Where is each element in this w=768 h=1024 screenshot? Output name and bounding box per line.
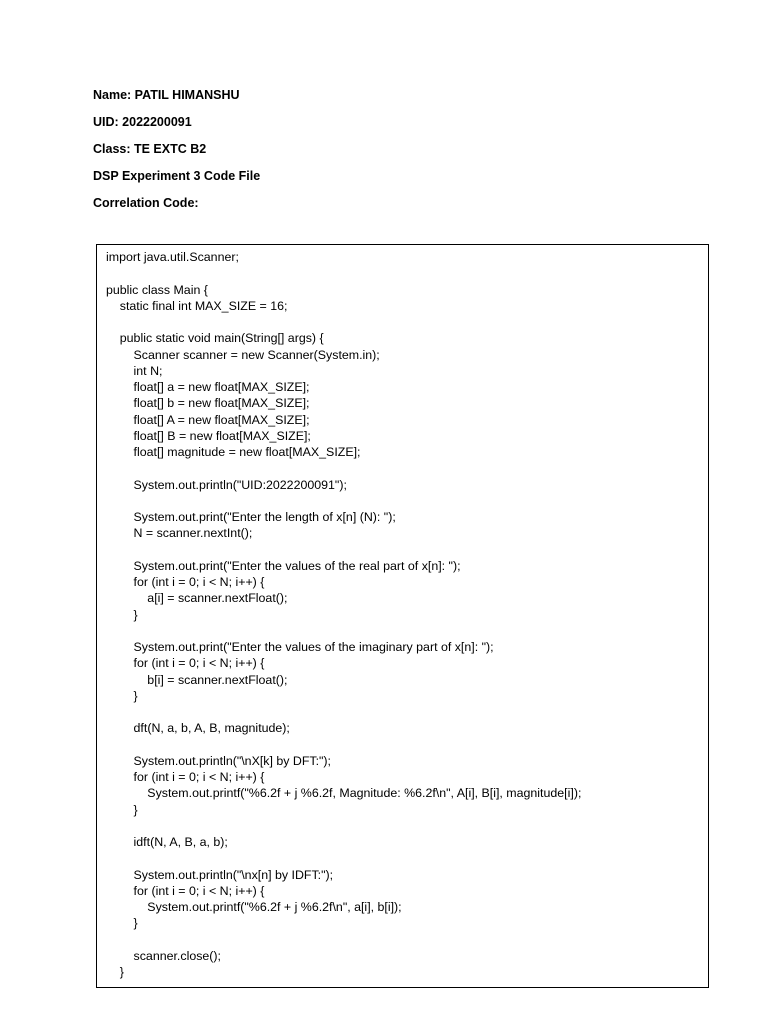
code-line: import java.util.Scanner;	[106, 250, 239, 264]
code-line	[106, 818, 704, 834]
code-line	[106, 932, 704, 948]
code-line: }	[106, 916, 138, 931]
code-line: float[] b = new float[MAX_SIZE];	[106, 396, 310, 411]
code-line: idft(N, A, B, a, b);	[106, 835, 228, 849]
code-line: public class Main {	[106, 282, 208, 297]
code-line: N = scanner.nextInt();	[106, 526, 253, 541]
code-line: float[] B = new float[MAX_SIZE];	[106, 428, 311, 443]
code-line: System.out.print("Enter the values of the imaginary part of x[n]: ");	[106, 640, 494, 654]
code-line: }	[106, 802, 138, 817]
code-line: System.out.print("Enter the length of x[n] (N): ");	[106, 510, 396, 524]
code-line: a[i] = scanner.nextFloat();	[106, 591, 288, 606]
code-listing-box	[96, 244, 709, 988]
code-line: public static void main(String[] args) {	[106, 331, 324, 346]
student-class: Class: TE EXTC B2	[93, 142, 207, 156]
code-line: System.out.println("\nx[n] by IDFT:");	[106, 867, 334, 882]
code-line	[106, 493, 704, 509]
code-line	[106, 265, 704, 281]
code-line	[106, 314, 704, 330]
code-line: }	[106, 607, 138, 622]
code-line: dft(N, a, b, A, B, magnitude);	[106, 721, 290, 736]
code-listing	[106, 249, 704, 980]
code-line	[106, 850, 704, 866]
student-name: Name: PATIL HIMANSHU	[93, 88, 240, 102]
code-line: System.out.println("UID:2022200091");	[106, 477, 347, 492]
code-line: }	[106, 688, 138, 703]
code-line: int N;	[106, 363, 163, 378]
document-header	[93, 86, 653, 221]
code-line: Scanner scanner = new Scanner(System.in);	[106, 347, 380, 362]
code-line: System.out.printf("%6.2f + j %6.2f, Magnitude: %6.2f\n", A[i], B[i], magnitude[i]);	[106, 786, 582, 801]
code-line: b[i] = scanner.nextFloat();	[106, 672, 288, 687]
code-line: static final int MAX_SIZE = 16;	[106, 298, 288, 313]
code-line	[106, 623, 704, 639]
code-line: for (int i = 0; i < N; i++) {	[106, 770, 265, 784]
code-line: scanner.close();	[106, 948, 222, 963]
code-line: float[] a = new float[MAX_SIZE];	[106, 380, 310, 394]
code-line: }	[106, 965, 124, 979]
section-title: Correlation Code:	[93, 196, 199, 210]
code-line: float[] A = new float[MAX_SIZE];	[106, 412, 310, 427]
code-line	[106, 460, 704, 476]
code-line: for (int i = 0; i < N; i++) {	[106, 575, 265, 589]
code-line	[106, 737, 704, 753]
experiment-title: DSP Experiment 3 Code File	[93, 169, 261, 183]
code-line: for (int i = 0; i < N; i++) {	[106, 656, 265, 671]
code-line: System.out.print("Enter the values of the real part of x[n]: ");	[106, 558, 461, 573]
code-line: float[] magnitude = new float[MAX_SIZE];	[106, 445, 361, 459]
code-line: System.out.println("\nX[k] by DFT:");	[106, 753, 332, 768]
code-line: for (int i = 0; i < N; i++) {	[106, 883, 265, 898]
code-line	[106, 542, 704, 558]
code-line	[106, 704, 704, 720]
student-uid: UID: 2022200091	[93, 115, 192, 129]
code-line: System.out.printf("%6.2f + j %6.2f\n", a[i], b[i]);	[106, 900, 402, 914]
